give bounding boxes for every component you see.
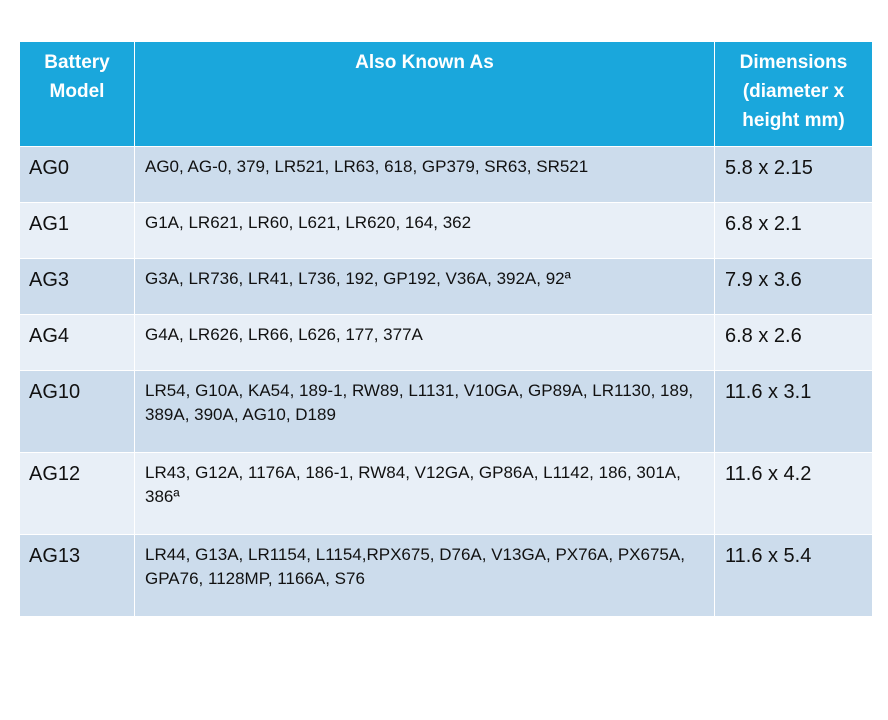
cell-dims: 5.8 x 2.15 <box>715 147 873 203</box>
cell-dims: 11.6 x 5.4 <box>715 535 873 617</box>
cell-aka: G1A, LR621, LR60, L621, LR620, 164, 362 <box>135 203 715 259</box>
table-row <box>20 203 873 259</box>
cell-model: AG1 <box>20 203 135 259</box>
cell-aka: G4A, LR626, LR66, L626, 177, 377A <box>135 315 715 371</box>
cell-aka: LR43, G12A, 1176A, 186-1, RW84, V12GA, GP86A, L1142, 186, 301A, 386ª <box>135 453 715 535</box>
table-row <box>20 371 873 453</box>
cell-model: AG4 <box>20 315 135 371</box>
header-dimensions: Dimensions (diameter x height mm) <box>715 42 873 147</box>
table-row <box>20 535 873 617</box>
table-row <box>20 453 873 535</box>
cell-aka: G3A, LR736, LR41, L736, 192, GP192, V36A, 392A, 92ª <box>135 259 715 315</box>
table-row <box>20 147 873 203</box>
cell-model: AG3 <box>20 259 135 315</box>
header-row <box>20 42 873 147</box>
battery-table <box>19 41 873 617</box>
cell-aka: AG0, AG-0, 379, LR521, LR63, 618, GP379, SR63, SR521 <box>135 147 715 203</box>
cell-aka: LR54, G10A, KA54, 189-1, RW89, L1131, V10GA, GP89A, LR1130, 189, 389A, 390A, AG10, D189 <box>135 371 715 453</box>
cell-dims: 6.8 x 2.6 <box>715 315 873 371</box>
cell-model: AG0 <box>20 147 135 203</box>
cell-aka: LR44, G13A, LR1154, L1154,RPX675, D76A, V13GA, PX76A, PX675A, GPA76, 1128MP, 1166A, S76 <box>135 535 715 617</box>
cell-model: AG10 <box>20 371 135 453</box>
header-battery-model: Battery Model <box>20 42 135 147</box>
cell-model: AG13 <box>20 535 135 617</box>
cell-dims: 7.9 x 3.6 <box>715 259 873 315</box>
table-row <box>20 315 873 371</box>
cell-dims: 6.8 x 2.1 <box>715 203 873 259</box>
cell-dims: 11.6 x 3.1 <box>715 371 873 453</box>
cell-dims: 11.6 x 4.2 <box>715 453 873 535</box>
table-row <box>20 259 873 315</box>
cell-model: AG12 <box>20 453 135 535</box>
header-also-known-as: Also Known As <box>135 42 715 147</box>
